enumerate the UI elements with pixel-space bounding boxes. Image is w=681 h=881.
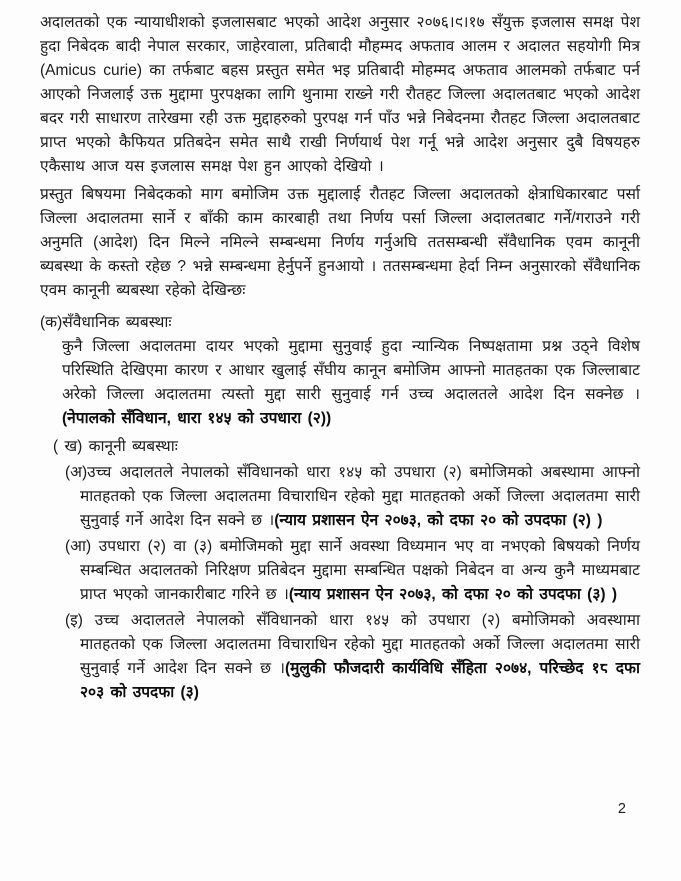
- citation-bold-text: (न्याय प्रशासन ऐन २०७३, को दफा २० को उपदफा (२) ): [274, 512, 603, 529]
- list-item-i-criminal-procedure-code: [65, 609, 640, 705]
- body-text: अदालतको एक न्यायाधीशको इजलासबाट भएको आदेश अनुसार २०७६।९।१७ सँयुक्त इजलास समक्ष पेश हुदा निबेदक बादी नेपाल सरकार, जाहेरवाला, प्रतिबादी मौहम्मद अफताव आलम र अदालत सहयोगी मित्र (Amicus curie) का तर्फबाट बहस प्रस्तुत समेत भइ प्रतिबादी मोहम्मद अफताव आलमको तर्फबाट पर्न आएको निजलाई उक्त मुद्दामा पुरपक्षका लागि थुनामा राख्ने गरी रौतहट जिल्ला अदालतबाट भएको आदेश बदर गरी साधारण तारेखमा रही उक्त मुद्दाहरुको पुरपक्ष गर्न पाँउ भन्ने निबेदनमा रौतहट जिल्ला अदालतबाट प्राप्त भएको कैफियत प्रतिबदेन समेत साथै राखी निर्णयार्थ पेश गर्नू भन्ने आदेश अनुसार दुबै विषयहरु एकैसाथ आज यस इजलास समक्ष पेश हुन आएको देखियो ।: [40, 14, 640, 175]
- citation-bold-text: (नेपालको सँविधान, धारा १४५ को उपधारा (२)): [62, 410, 332, 427]
- heading-legal-provision: [53, 435, 640, 459]
- paragraph-issue-statement: [40, 183, 640, 303]
- body-text: (इ) उच्च अदालतले नेपालको सँविधानको धारा १४५ को उपधारा (२) बमोजिमको अवस्थामा मातहतको एक जिल्ला अदालतमा विचाराधिन रहेको मुद्दा मातहतको अर्को जिल्ला अदालतमा सारी सुनुवाई गर्ने आदेश दिन सक्ने छ ।: [65, 612, 640, 677]
- citation-bold-text: (न्याय प्रशासन ऐन २०७३, को दफा २० को उपदफा (३) ): [288, 586, 618, 603]
- page-number: 2: [617, 801, 626, 817]
- body-text: (क)सँवैधानिक ब्यबस्थाः: [40, 314, 172, 331]
- body-text: प्रस्तुत बिषयमा निबेदकको माग बमोजिम उक्त मुद्दालाई रौतहट जिल्ला अदालतको क्षेत्राधिकारबाट पर्सा जिल्ला अदालतमा सार्ने र बाँकी काम कारबाही तथा निर्णय पर्सा जिल्ला अदालतबाट गर्ने/गराउने गरी अनुमति (आदेश) दिन मिल्ने नमिल्ने सम्बन्धमा निर्णय गर्नुअघि ततसम्बन्धी सँवैधानिक एवम कानूनी ब्यबस्था के कस्तो रहेछ ? भन्ने सम्बन्धमा हेर्नुपर्ने हुनआयो । ततसम्बन्धमा हेर्दा निम्न अनुसारको सँवैधानिक एवम कानूनी ब्यबस्था रहेको देखिन्छः: [40, 186, 640, 299]
- list-item-aa-justice-admin-act: [65, 535, 640, 607]
- citation-bold-text: (मुलुकी फौजदारी कार्यविधि सँहिता २०७४, परिच्छेद १८ दफा २०३ को उपदफा (३): [80, 660, 640, 701]
- body-text: कुनै जिल्ला अदालतमा दायर भएको मुद्दामा सुनुवाई हुदा न्यान्यिक निष्पक्षतामा प्रश्न उठ्ने विशेष परिस्थिति देखिएमा कारण र आधार खुलाई सँघीय कानून बमोजिम आफ्नो मातहतका एक जिल्लाबाट अरेको जिल्ला अदालतमा त्यस्तो मुद्दा सारी सुनुवाई गर्न उच्च अदालतले आदेश दिन सक्नेछ ।: [62, 338, 640, 403]
- body-text: (अ)उच्च अदालतले नेपालको सँविधानको धारा १४५ को उपधारा (२) बमोजिमको अबस्थामा आफ्नो मातहतको एक जिल्ला अदालतमा विचाराधिन रहेको मुद्दा मातहतको अर्को जिल्ला अदालतमा सारी सुनुवाई गर्ने आदेश दिन सक्ने छ ।: [65, 464, 640, 529]
- paragraph-order-history: [40, 11, 640, 179]
- body-text: (आ) उपधारा (२) वा (३) बमोजिमको मुद्दा सार्ने अवस्था विध्यमान भए वा नभएको बिषयको निर्णय सम्बन्धित अदालतको निरिक्षण प्रतिबेदन मुद्दामा सम्बन्धित पक्षको निबेदन वा अन्य कुनै माध्यमबाट प्राप्त भएको जानकारीबाट गरिने छ ।: [65, 538, 640, 603]
- list-item-a-justice-admin-act: [65, 461, 640, 533]
- body-text: ( ख) कानूनी ब्यबस्थाः: [53, 438, 178, 455]
- paragraph-constitutional-provision: [62, 335, 640, 431]
- heading-constitutional-provision: [40, 311, 640, 335]
